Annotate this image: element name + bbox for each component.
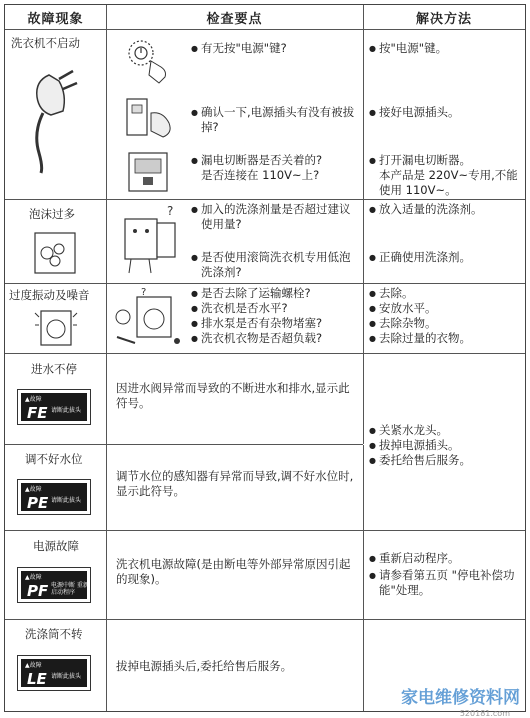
fault-description: 调节水位的感知器有异常而导致,调不好水位时,显示此符号。 — [116, 469, 354, 498]
divider — [5, 353, 525, 354]
fault-water-level: 调不好水位 — [25, 452, 83, 466]
troubleshooting-table — [4, 4, 526, 712]
error-badge: ▲故障 — [25, 486, 42, 493]
check-text: ● 加入的洗涤剂量是否超过建议使用量? — [191, 202, 361, 232]
fault-description: 拔掉电源插头后,委托给售后服务。 — [116, 659, 293, 673]
fault-no-start: 洗衣机不启动 — [11, 36, 80, 50]
divider — [5, 199, 525, 200]
error-sub: 请断此拔头 — [51, 497, 82, 504]
error-code: PE — [27, 494, 49, 512]
watermark-url: 520181.com — [459, 709, 510, 718]
error-badge: ▲故障 — [25, 396, 42, 403]
fix-text: ● 去除杂物。 — [369, 316, 437, 331]
divider — [363, 5, 364, 711]
fix-text: 本产品是 220V~专用,不能使用 110V~。 — [379, 168, 518, 197]
fix-text: ● 关紧水龙头。 — [369, 423, 448, 438]
error-badge: ▲故障 — [25, 574, 42, 581]
fix-text: ● 请参看第五页 "停电补偿功能"处理。 — [369, 568, 521, 598]
header-fix: 解决方法 — [415, 11, 472, 27]
fix-text: ● 委托给售后服务。 — [369, 453, 471, 468]
fault-description: 洗衣机电源故障(是由断电等外部异常原因引起的现象)。 — [116, 557, 351, 586]
fix-text: ● 安放水平。 — [369, 301, 437, 316]
svg-text:?: ? — [141, 287, 147, 298]
fix-text: ● 去除。 — [369, 286, 414, 301]
divider — [5, 283, 525, 284]
detergent-character-icon — [117, 203, 183, 279]
fix-text: ● 放入适量的洗涤剂。 — [369, 202, 483, 217]
fix-text: ● 按"电源"键。 — [369, 41, 447, 56]
wall-socket-icon — [123, 95, 179, 141]
divider — [5, 530, 525, 531]
divider — [5, 619, 525, 620]
washer-bolts-icon — [111, 287, 189, 351]
fix-text: ● 打开漏电切断器。 — [369, 153, 471, 168]
header-check: 检查要点 — [206, 11, 263, 27]
error-display-fe — [17, 389, 91, 425]
error-badge: ▲故障 — [25, 662, 42, 669]
error-sub: 请断此拔头 — [51, 673, 82, 680]
fault-water-inflow: 进水不停 — [31, 362, 77, 376]
error-sub: 请断此拔头 — [51, 407, 82, 414]
power-plug-icon — [19, 65, 83, 175]
fault-drum: 洗涤筒不转 — [25, 627, 83, 641]
header-fault: 故障现象 — [27, 11, 84, 27]
error-sub: 电源中断 重新启动程序 — [51, 582, 89, 596]
detergent-box-icon — [27, 225, 83, 279]
svg-text:?: ? — [167, 204, 174, 218]
breaker-icon — [125, 149, 175, 195]
divider — [5, 29, 525, 30]
vibrating-washer-icon — [31, 303, 81, 349]
fix-text: ● 拔掉电源插头。 — [369, 438, 460, 453]
check-text: ● 是否使用滚筒洗衣机专用低泡洗涤剂? — [191, 250, 361, 280]
fix-text: ● 接好电源插头。 — [369, 105, 460, 120]
power-button-icon — [125, 37, 175, 85]
check-text: ● 确认一下,电源插头有没有被拔掉? — [191, 105, 361, 135]
fault-description: 因进水阀异常而导致的不断进水和排水,显示此符号。 — [116, 381, 350, 410]
fault-vibration: 过度振动及噪音 — [9, 288, 90, 302]
check-text: ● 洗衣机衣物是否超负载? — [191, 331, 322, 346]
check-text: ● 是否去除了运输螺栓? — [191, 286, 311, 301]
fix-text: ● 重新启动程序。 — [369, 551, 460, 566]
check-text: ● 有无按"电源"键? — [191, 41, 287, 56]
error-display-pe — [17, 479, 91, 515]
fix-text: ● 去除过量的衣物。 — [369, 331, 471, 346]
fault-power: 电源故障 — [33, 539, 79, 553]
error-code: LE — [27, 670, 47, 688]
watermark-text: 家电维修资料网 — [401, 688, 520, 708]
check-text: ● 洗衣机是否水平? — [191, 301, 288, 316]
check-text: 是否连接在 110V~上? — [201, 168, 320, 182]
error-display-le — [17, 655, 91, 691]
fault-foam: 泡沫过多 — [29, 207, 75, 221]
error-code: PF — [27, 582, 49, 600]
check-text: ● 排水泵是否有杂物堵塞? — [191, 316, 322, 331]
fix-text: ● 正确使用洗涤剂。 — [369, 250, 471, 265]
divider — [106, 5, 107, 711]
check-text: ● 漏电切断器是否关着的? — [191, 153, 322, 168]
error-code: FE — [27, 404, 48, 422]
error-display-pf — [17, 567, 91, 603]
